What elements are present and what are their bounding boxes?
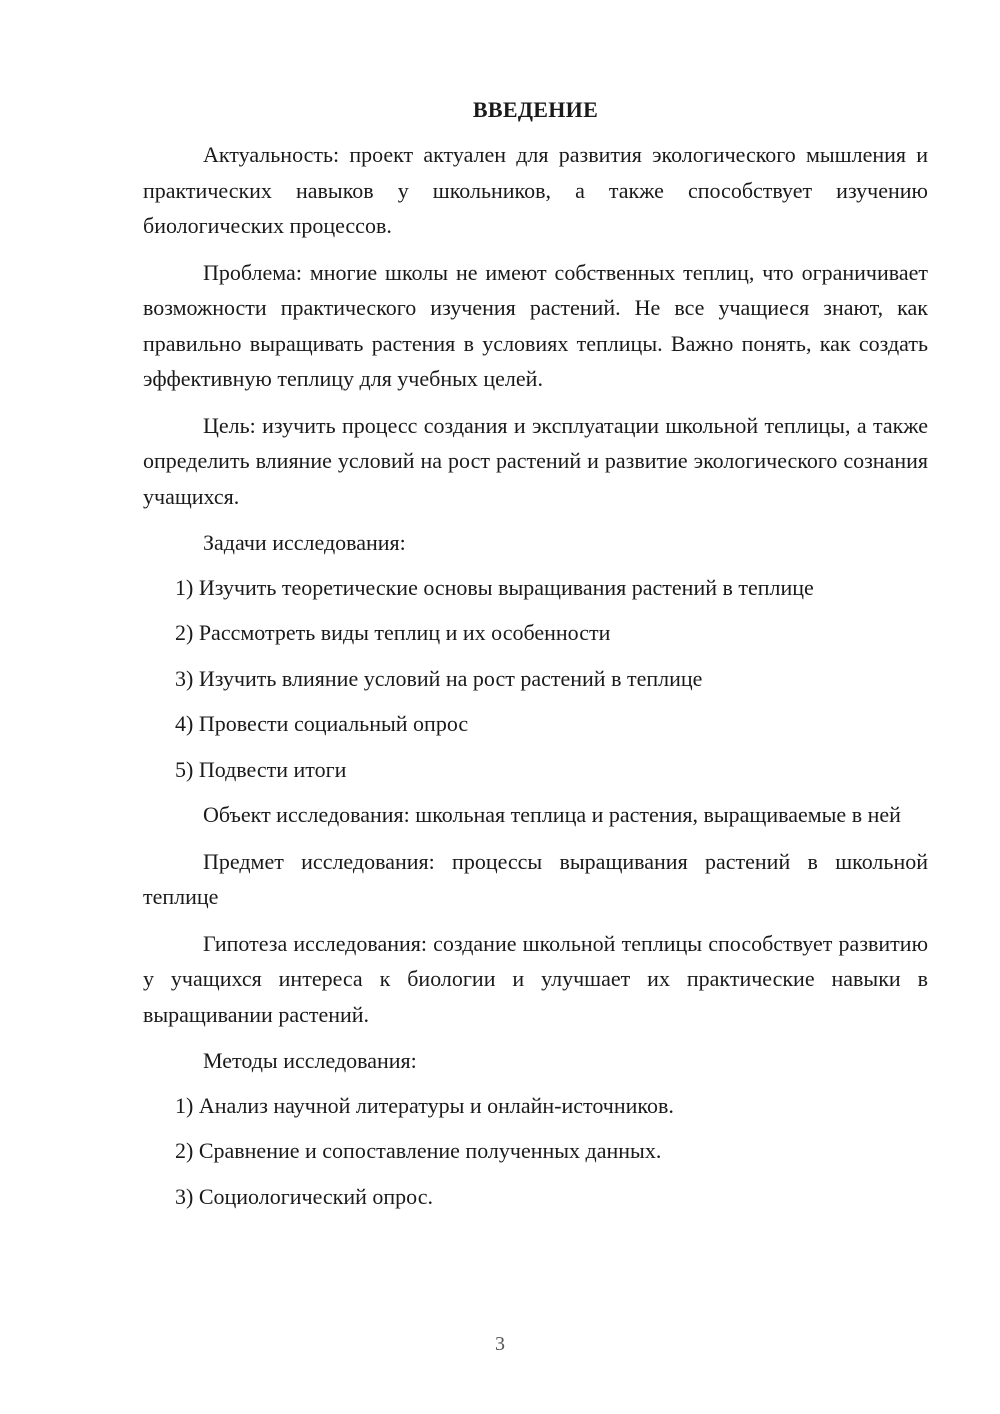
list-item: 3) Изучить влияние условий на рост растений в теплице (175, 665, 703, 691)
page-number: 3 (495, 1333, 505, 1355)
list-item: 1) Анализ научной литературы и онлайн-источников. (175, 1092, 674, 1118)
page-content (143, 96, 928, 1224)
object-paragraph: Объект исследования: школьная теплица и растения, выращиваемые в ней (203, 802, 901, 827)
list-item: 2) Сравнение и сопоставление полученных данных. (175, 1138, 662, 1163)
page-title: ВВЕДЕНИЕ (472, 97, 599, 122)
hypothesis-paragraph: Гипотеза исследования: создание школьной теплицы способствует развитию у учащихся интереса к биологии и улучшает их практические навыки в выращивании растений. (143, 930, 928, 1027)
list-item: 1) Изучить теоретические основы выращивания растений в теплице (175, 574, 814, 600)
tasks-list (143, 570, 928, 788)
list-item: 2) Рассмотреть виды теплиц и их особенности (175, 620, 611, 645)
methods-list (143, 1088, 928, 1215)
list-item: 5) Подвести итоги (175, 756, 347, 782)
subject-paragraph: Предмет исследования: процессы выращивания растений в школьной теплице (143, 848, 928, 909)
goal-paragraph: Цель: изучить процесс создания и эксплуатации школьной теплицы, а также определить влияние условий на рост растений и развитие экологического сознания учащихся. (143, 412, 928, 509)
relevance-paragraph: Актуальность: проект актуален для развития экологического мышления и практических навыков у школьников, а также способствует изучению биологических процессов. (143, 142, 928, 238)
tasks-heading: Задачи исследования: (203, 530, 406, 555)
list-item: 3) Социологический опрос. (175, 1183, 433, 1209)
problem-paragraph: Проблема: многие школы не имеют собственных теплиц, что ограничивает возможности практического изучения растений. Не все учащиеся знают, как правильно выращивать растения в условиях теплицы. Важно понять, как создать эффективную теплицу для учебных целей. (143, 259, 928, 391)
methods-heading: Методы исследования: (203, 1048, 417, 1073)
list-item: 4) Провести социальный опрос (175, 711, 469, 736)
